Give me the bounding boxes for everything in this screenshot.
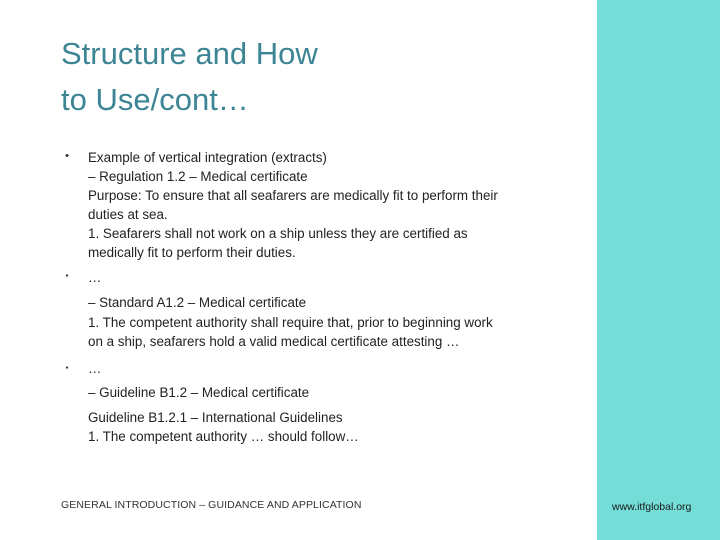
bullet-1-marker: • bbox=[65, 150, 69, 162]
bullet-3-line-3: Guideline B1.2.1 – International Guidelines bbox=[88, 410, 343, 425]
bullet-2-line-1: … bbox=[88, 270, 102, 285]
bullet-3-marker: ▪ bbox=[65, 363, 69, 372]
footer-text: GENERAL INTRODUCTION – GUIDANCE AND APPLICATION bbox=[61, 499, 362, 511]
page-title bbox=[61, 31, 481, 123]
bullet-1-line-3: Purpose: To ensure that all seafarers are medically fit to perform their bbox=[88, 188, 498, 203]
bullet-2-marker: ▪ bbox=[65, 271, 69, 280]
title-line-2: to Use/cont… bbox=[61, 82, 249, 117]
bullet-3-line-4: 1. The competent authority … should follow… bbox=[88, 429, 359, 444]
bullet-3-line-2: – Guideline B1.2 – Medical certificate bbox=[88, 385, 310, 400]
accent-side-band bbox=[597, 0, 720, 540]
bullet-3-line-1: … bbox=[88, 361, 102, 376]
title-line-1: Structure and How bbox=[61, 36, 318, 71]
bullet-2-line-3: 1. The competent authority shall require that, prior to beginning work bbox=[88, 315, 493, 330]
bullet-1-line-1: Example of vertical integration (extracts) bbox=[88, 150, 327, 165]
bullet-1-line-2: – Regulation 1.2 – Medical certificate bbox=[88, 169, 308, 184]
bullet-2-line-4: on a ship, seafarers hold a valid medical certificate attesting … bbox=[88, 334, 460, 349]
bullet-1-line-4: duties at sea. bbox=[88, 207, 168, 222]
bullet-2-line-2: – Standard A1.2 – Medical certificate bbox=[88, 295, 307, 310]
bullet-1-line-5: 1. Seafarers shall not work on a ship unless they are certified as bbox=[88, 226, 468, 241]
bullet-1-line-6: medically fit to perform their duties. bbox=[88, 245, 296, 260]
website-link[interactable]: www.itfglobal.org bbox=[612, 501, 692, 513]
